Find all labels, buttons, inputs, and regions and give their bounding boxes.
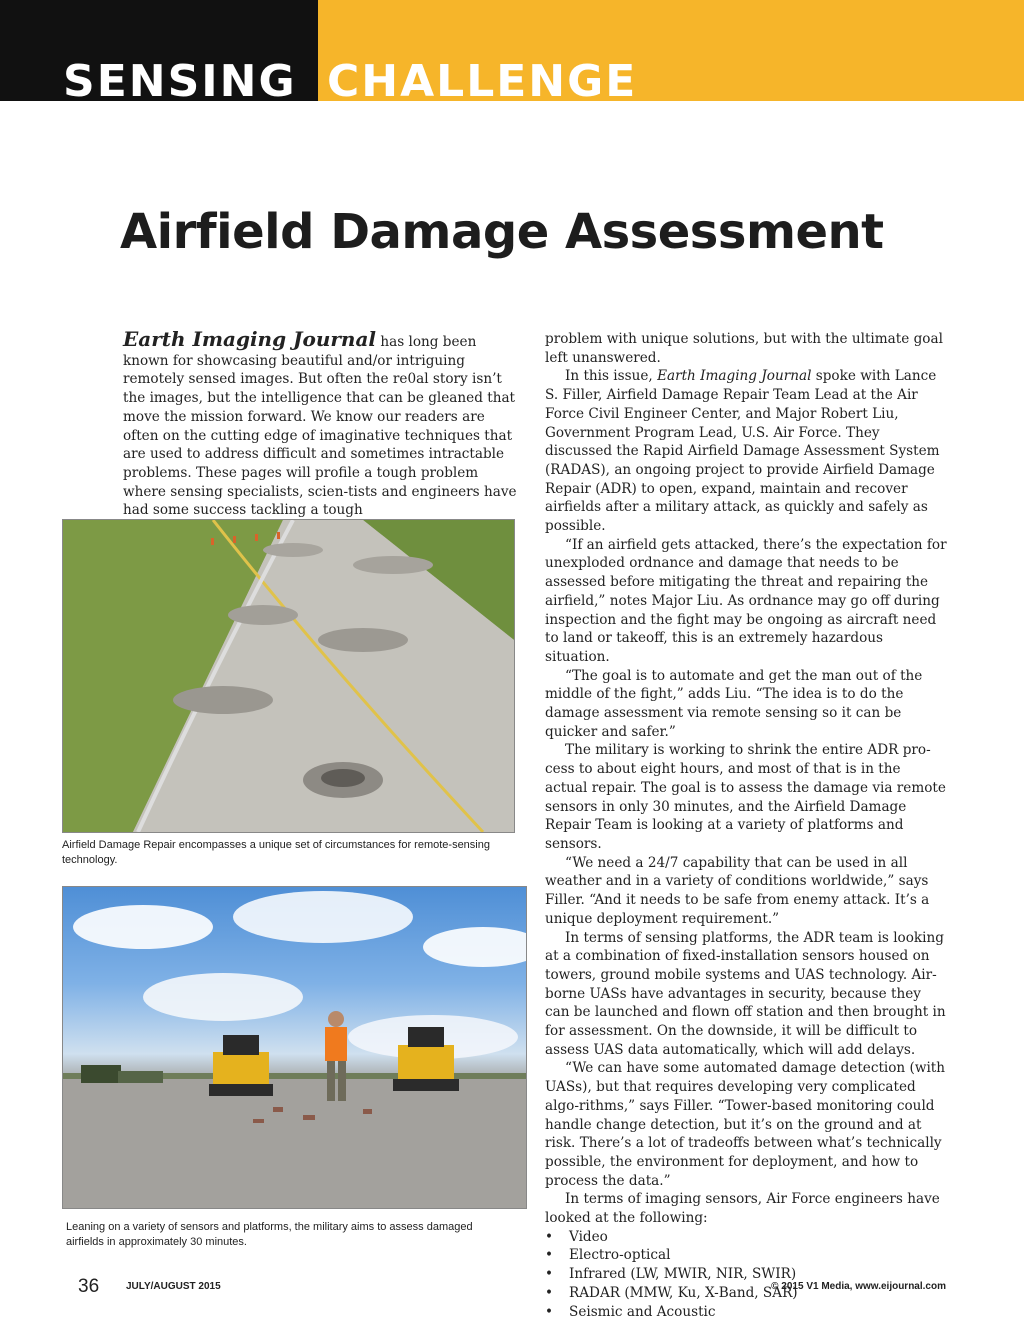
list-item: • Electro-optical — [569, 1246, 947, 1265]
issue-date: JULY/AUGUST 2015 — [126, 1281, 221, 1292]
section-kicker-challenge: CHALLENGE — [327, 60, 638, 101]
paragraph-detection-quote: “We can have some automated damage detection (with UASs), but that requires developing very complicated algo-rithms,” says Filler. “Tower-based monitoring could handle change detection, but it’s on the ground and at risk. There’s a lot of tradeoffs between what’s technically possible, the environment for deployment, and how to process the data.” — [545, 1060, 946, 1189]
header-bar — [0, 0, 1024, 101]
paragraph-platforms: In terms of sensing platforms, the ADR team is looking at a combination of fixed-installation sensors housed on towers, ground mobile systems and UAS technology. Air-borne UASs have advantages in security, because they can be launched and flown off station and then brought in for assessment. On the downside, it will be difficult to assess UAS data automatically, which will add delays. — [545, 929, 946, 1058]
loader-left — [209, 1035, 273, 1096]
article-right-column — [545, 330, 947, 1321]
journal-name: Earth Imaging Journal — [657, 368, 812, 385]
copyright-notice: © 2015 V1 Media, www.eijournal.com — [771, 1281, 946, 1292]
paragraph-sensors-intro: In terms of imaging sensors, Air Force engineers have looked at the following: — [545, 1191, 940, 1227]
paragraph-interview — [545, 367, 947, 535]
runway-damage-photo — [62, 519, 515, 833]
paragraph-automation-quote: “The goal is to automate and get the man out of the middle of the fight,” adds Liu. “The idea is to do the damage assessment via remote sensing so it can be quicker and safer.” — [545, 667, 923, 740]
paragraph-process-time: The military is working to shrink the entire ADR pro-cess to about eight hours, and most of that is in the actual repair. The goal is to assess the damage via remote sensors in only 30 minutes, and the Airfield Damage Repair Team is looking at a variety of platforms and sensors. — [545, 742, 946, 852]
photo-caption-2: Leaning on a variety of sensors and platforms, the military aims to assess damaged airfields in approximately 30 minutes. — [66, 1221, 473, 1248]
list-item: • Video — [569, 1228, 947, 1247]
sensor-list — [545, 1228, 947, 1322]
intro-continuation: problem with unique solutions, but with the ultimate goal left unanswered. — [545, 331, 943, 366]
paragraph-attack-quote: “If an airfield gets attacked, there’s the expectation for unexploded ordnance and damage that needs to be assessed before mitigating the threat and repairing the airfield,” notes Major Liu. As ordnance may go off during inspection and the fight may be ongoing as aircraft need to land or takeoff, this is an extremely hazardous situation. — [545, 536, 947, 665]
list-item: • Seismic and Acoustic — [569, 1303, 947, 1322]
crew-equipment-illustration — [63, 887, 526, 1208]
intro-paragraph — [123, 327, 519, 520]
photo-caption-1: Airfield Damage Repair encompasses a unique set of circumstances for remote-sensing technology. — [62, 839, 490, 866]
list-item: • Infrared (LW, MWIR, NIR, SWIR) — [569, 1265, 947, 1284]
runway-damage-illustration — [63, 520, 514, 832]
paragraph-interview-pre: In this issue, — [565, 368, 658, 385]
intro-lead-in: Earth Imaging Journal — [123, 327, 377, 351]
page-number: 36 — [78, 1276, 100, 1297]
crew-equipment-photo — [62, 886, 527, 1209]
paragraph-interview-post: spoke with Lance S. Filler, Airfield Damage Repair Team Lead at the Air Force Civil Engineer Center, and Major Robert Liu, Government Program Lead, U.S. Air Force. They discussed the Rapid Airfield Damage Assessment System (RADAS), an ongoing project to provide Airfield Damage Repair (ADR) to open, expand, maintain and recover airfields after a military attack, as quickly and safely as possible. — [545, 368, 940, 535]
article-title: Airfield Damage Assessment — [120, 204, 884, 260]
list-item: • RADAR (MMW, Ku, X-Band, SAR) — [569, 1284, 947, 1303]
paragraph-capability-quote: “We need a 24/7 capability that can be used in all weather and in a variety of conditions worldwide,” says Filler. “And it needs to be safe from enemy attack. It’s a unique deployment requirement.” — [545, 854, 930, 927]
intro-text: has long been known for showcasing beautiful and/or intriguing remotely sensed images. But often the re0al story isn’t the images, but the intelligence that can be gleaned that move the mission forward. We know our readers are often on the cutting edge of imaginative techniques that are used to address difficult and sometimes intractable problems. These pages will profile a tough problem where sensing specialists, scien-tists and engineers have had some success tackling a tough — [123, 334, 517, 519]
section-kicker-sensing: SENSING — [63, 60, 297, 101]
